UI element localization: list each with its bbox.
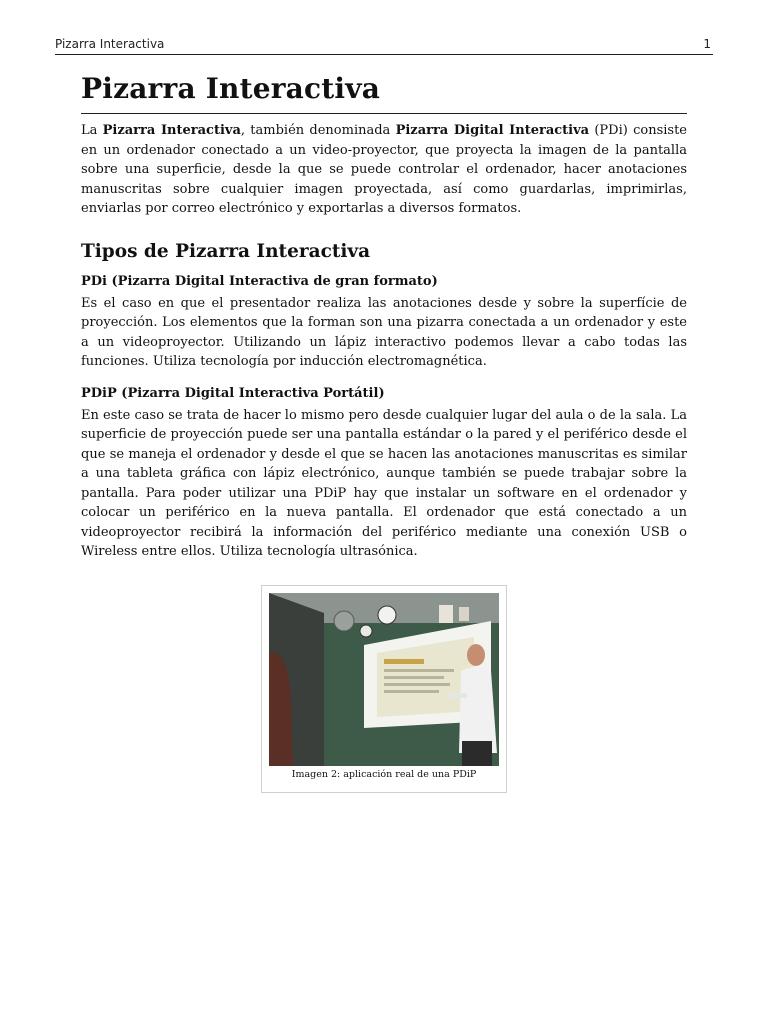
section-heading: Tipos de Pizarra Interactiva (81, 240, 371, 262)
document-title: Pizarra Interactiva (81, 72, 687, 114)
intro-bold-1: Pizarra Interactiva (102, 123, 241, 138)
document-body (81, 72, 687, 562)
subheading-pdip: PDiP (Pizarra Digital Interactiva Portátil) (81, 385, 385, 401)
intro-text-2: , también denominada (240, 123, 396, 138)
classroom-photo (269, 593, 499, 766)
intro-text-1: La (81, 123, 103, 138)
figure (261, 585, 507, 793)
subheading-pdi: PDi (Pizarra Digital Interactiva de gran formato) (81, 273, 438, 289)
running-header (55, 36, 713, 55)
intro-paragraph (81, 121, 687, 219)
figure-caption: Imagen 2: aplicación real de una PDiP (291, 769, 477, 780)
intro-text-3: (PDi) consiste en un ordenador conectado a un video-proyector, que proyecta la imagen de la pantalla sobre una superficie, desde la que se puede controlar el ordenador, hacer anotaciones manuscritas sobre cualquier imagen proyectada, así como guardarlas, imprimirlas, enviarlas por correo electrónico y exportarlas a diversos formatos. (81, 123, 688, 216)
intro-bold-2: Pizarra Digital Interactiva (395, 123, 590, 138)
paragraph-pdip: En este caso se trata de hacer lo mismo pero desde cualquier lugar del aula o de la sala. La superficie de proyección puede ser una pantalla estándar o la pared y el periférico desde el que se maneja el ordenador y desde el que se hacen las anotaciones manuscritas es similar a una tableta gráfica con lápiz electrónico, aunque también se puede trabajar sobre la pantalla. Para poder utilizar una PDiP hay que instalar un software en el ordenador y colocar un periférico en la nueva pantalla. El ordenador que está conectado a un videoproyector recibirá la información del periférico mediante una conexión USB o Wireless entre ellos. Utiliza tecnología ultrasónica. (81, 407, 687, 559)
running-header-title: Pizarra Interactiva (55, 37, 165, 51)
page-number: 1 (703, 37, 711, 51)
paragraph-pdi: Es el caso en que el presentador realiza las anotaciones desde y sobre la superfície de proyección. Los elementos que la forman son una pizarra conectada a un ordenador y este a un videoproyector. Utilizando un lápiz interactivo podemos llevar a cabo todas las funciones. Utiliza tecnología por inducción electromagnética. (81, 295, 687, 369)
